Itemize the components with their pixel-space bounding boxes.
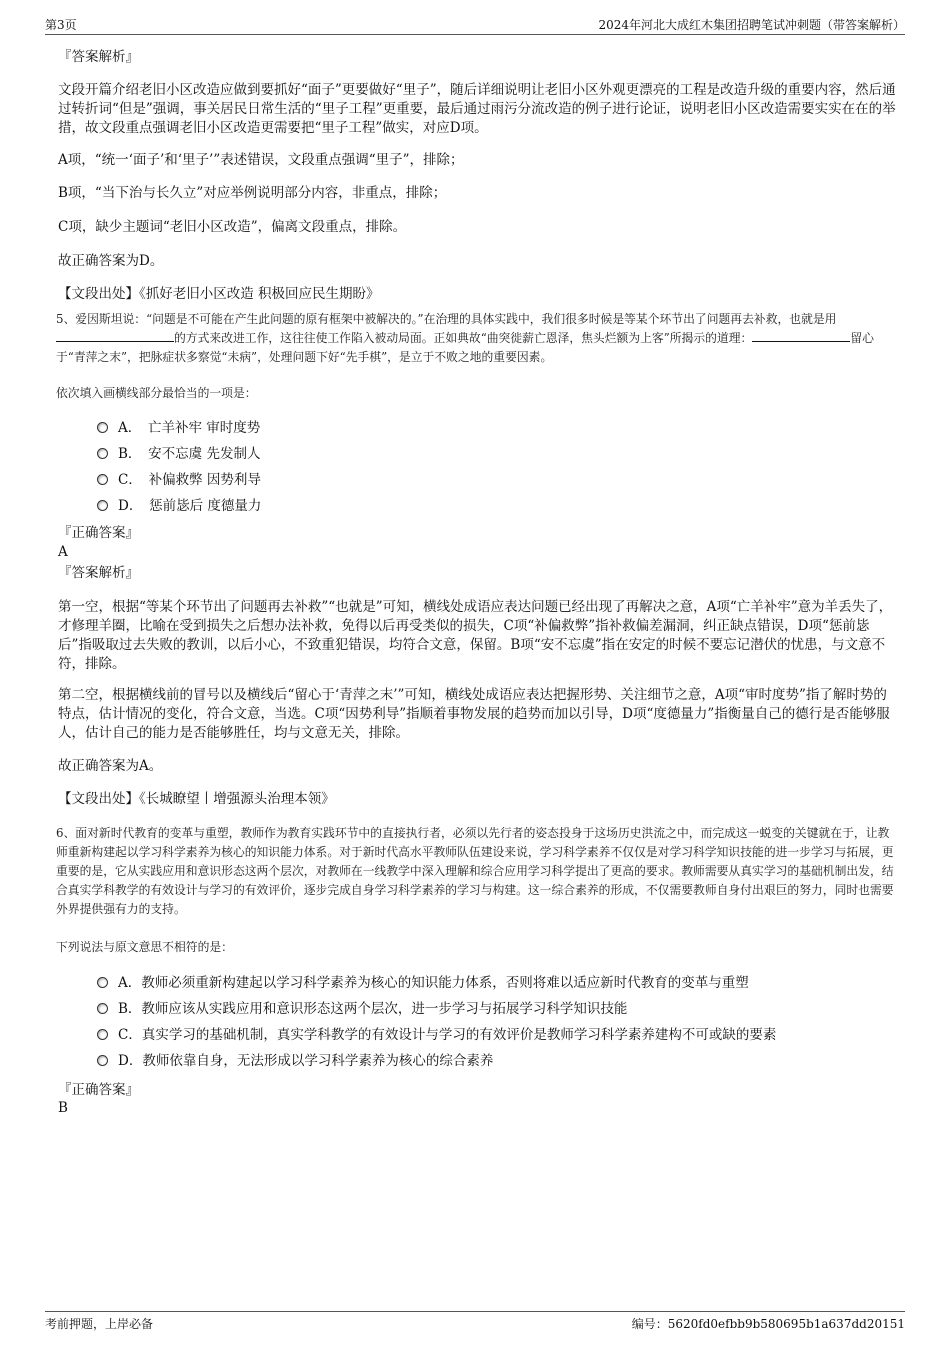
q6-option-d-label: D．教师依靠自身，无法形成以学习科学素养为核心的综合素养 <box>118 1053 494 1069</box>
q5-answer: A <box>58 544 68 560</box>
q5-stem-part1: 5、爱因斯坦说：“问题是不可能在产生此问题的原有框架中被解决的。”在治理的具体实践中，我们很多时候是等某个环节出了问题再去补救，也就是用 <box>56 312 837 326</box>
q5-analysis-paragraph-1: 第一空，根据“等某个环节出了问题再去补救”“也就是”可知，横线处成语应表达问题已经出现了再解决之意，A项“亡羊补牢”意为羊丢失了，才修理羊圈，比喻在受到损失之后想办法补救，免得以后再受类似的损失，C项“补偏救弊”指补救偏差漏洞，纠正缺点错误，D项“惩前毖后”指吸取过去失败的教训，以后小心，不致重犯错误，均符合文意，保留。B项“安不忘虞”指在安定的时候不要忘记潜伏的忧患，与文意不符，排除。 <box>58 599 893 672</box>
q6-stem: 6、面对新时代教育的变革与重塑，教师作为教育实践环节中的直接执行者，必须以先行者的姿态投身于这场历史洪流之中，而完成这一蜕变的关键就在于，让教师重新构建起以学习科学素养为核心的知识能力体系。对于新时代高水平教师队伍建设来说，学习科学素养不仅仅是对学习科学知识技能的进一步学习与拓展，更重要的是，它从实践应用和意识形态这两个层次，对教师在一线教学中深入理解和综合应用学习科学提出了更高的要求。教师需要从真实学习的基础机制出发，结合真实学科教学的有效设计与学习的有效评价，逐步完成自身学习科学素养的学习与构建。这一综合素养的形成，不仅需要教师自身付出艰巨的努力，同时也需要外界提供强有力的支持。 <box>56 826 894 916</box>
q4-source: 【文段出处】《抓好老旧小区改造 积极回应民生期盼》 <box>58 286 380 302</box>
q5-source: 【文段出处】《长城瞭望丨增强源头治理本领》 <box>58 791 335 807</box>
radio-icon[interactable] <box>97 977 108 988</box>
radio-icon[interactable] <box>97 1029 108 1040</box>
radio-icon[interactable] <box>97 1003 108 1014</box>
q6-prompt: 下列说法与原文意思不相符的是： <box>56 940 233 954</box>
q5-conclusion: 故正确答案为A。 <box>58 758 163 774</box>
q4-analysis-option-a: A项，“统一‘面子’和‘里子’”表述错误，文段重点强调“里子”，排除； <box>58 152 464 168</box>
q5-option-b[interactable] <box>97 444 260 464</box>
q5-option-a-label: A． 亡羊补牢 审时度势 <box>118 420 261 436</box>
q6-option-c[interactable] <box>97 1025 776 1045</box>
q6-option-c-label: C．真实学习的基础机制，真实学科教学的有效设计与学习的有效评价是教师学习科学素养建构不可或缺的要素 <box>118 1027 777 1043</box>
q5-option-c-label: C． 补偏救弊 因势利导 <box>118 472 261 488</box>
q5-blank-1 <box>56 330 174 342</box>
radio-icon[interactable] <box>97 500 108 511</box>
page-header <box>45 12 905 35</box>
q6-answer: B <box>58 1100 68 1116</box>
q5-option-b-label: B． 安不忘虞 先发制人 <box>118 446 261 462</box>
q6-option-b[interactable] <box>97 999 627 1019</box>
document-title: 2024年河北大成红木集团招聘笔试冲刺题（带答案解析） <box>598 18 905 32</box>
q5-prompt: 依次填入画横线部分最恰当的一项是： <box>56 386 257 400</box>
q4-analysis-option-c: C项，缺少主题词“老旧小区改造”，偏离文段重点，排除。 <box>58 219 407 235</box>
radio-icon[interactable] <box>97 448 108 459</box>
q5-option-d-label: D． 惩前毖后 度德量力 <box>118 498 262 514</box>
q6-option-a-label: A．教师必须重新构建起以学习科学素养为核心的知识能力体系，否则将难以适应新时代教育的变革与重塑 <box>118 975 749 991</box>
q5-option-d[interactable] <box>97 496 261 516</box>
page-number: 第3页 <box>45 18 77 32</box>
footer-slogan: 考前押题，上岸必备 <box>45 1317 154 1331</box>
q5-stem-part2: 的方式来改进工作，这往往使工作陷入被动局面。正如典故“曲突徙薪亡恩泽，焦头烂额为上客”所揭示的道理： <box>174 331 753 345</box>
q4-analysis-option-b: B项，“当下治与长久立”对应举例说明部分内容，非重点，排除； <box>58 185 447 201</box>
radio-icon[interactable] <box>97 474 108 485</box>
q5-answer-label: 『正确答案』 <box>58 525 139 541</box>
radio-icon[interactable] <box>97 422 108 433</box>
q4-analysis-label: 『答案解析』 <box>58 49 139 65</box>
radio-icon[interactable] <box>97 1055 108 1066</box>
q5-analysis-paragraph-2: 第二空，根据横线前的冒号以及横线后“留心于‘青萍之末’”可知，横线处成语应表达把握形势、关注细节之意，A项“审时度势”指了解时势的特点，估计情况的变化，符合文意，当选。C项“因势利导”指顺着事物发展的趋势而加以引导，D项“度德量力”指衡量自己的德行是否能够服人，估计自己的能力是否能够胜任，均与文意无关，排除。 <box>58 687 890 741</box>
q5-option-c[interactable] <box>97 470 261 490</box>
q6-option-a[interactable] <box>97 973 749 993</box>
q6-answer-label: 『正确答案』 <box>58 1082 139 1098</box>
q4-conclusion: 故正确答案为D。 <box>58 253 164 269</box>
q6-option-d[interactable] <box>97 1051 493 1071</box>
q5-blank-2 <box>752 330 850 342</box>
q6-option-b-label: B．教师应该从实践应用和意识形态这两个层次，进一步学习与拓展学习科学知识技能 <box>118 1001 628 1017</box>
q4-analysis-paragraph: 文段开篇介绍老旧小区改造应做到要抓好“面子”更要做好“里子”，随后详细说明让老旧小区外观更漂亮的工程是改造升级的重要内容，然后通过转折词“但是”强调，事关居民日常生活的“里子工程”更重要，最后通过雨污分流改造的例子进行论证，说明老旧小区改造需要实实在在的举措，故文段重点强调老旧小区改造更需要把“里子工程”做实，对应D项。 <box>58 82 896 136</box>
q5-stem <box>56 310 898 367</box>
page-footer <box>45 1311 905 1332</box>
q5-analysis-label: 『答案解析』 <box>58 565 139 581</box>
document-id: 编号：5620fd0efbb9b580695b1a637dd20151 <box>631 1317 905 1331</box>
q5-stem-part3: 留心于“青萍之末”，把脉症状多察觉“未病”，处理问题下好“先手棋”，是立于不败之地的重要因素。 <box>56 331 874 364</box>
q5-option-a[interactable] <box>97 418 260 438</box>
